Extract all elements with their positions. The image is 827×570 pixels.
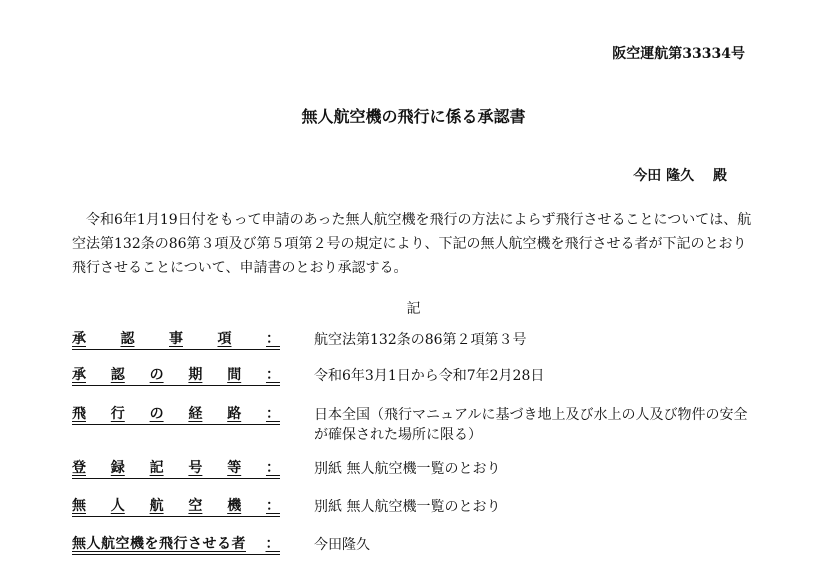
item-label: 無 人 航 空 機 ： xyxy=(72,497,280,517)
item-approval-matter xyxy=(72,330,762,350)
approval-paragraph: 令和6年1月19日付をもって申請のあった無人航空機を飛行の方法によらず飛行させることについては、航空法第132条の86第３項及び第５項第２号の規定により、下記の無人航空機を飛行させる者が下記のとおり飛行させることについて、申請書のとおり承認する。 xyxy=(72,212,752,276)
recipient-name: 今田 隆久 殿 xyxy=(633,168,727,184)
item-label: 承 認 事 項 ： xyxy=(72,330,280,350)
item-aircraft xyxy=(72,497,762,517)
item-approval-period xyxy=(72,366,762,386)
item-label: 登 録 記 号 等 ： xyxy=(72,459,280,479)
item-value: 令和6年3月1日から令和7年2月28日 xyxy=(314,368,545,384)
ki-heading: 記 xyxy=(406,301,421,317)
document-number: 阪空運航第33334号 xyxy=(612,46,745,62)
document-title: 無人航空機の飛行に係る承認書 xyxy=(301,107,526,126)
item-label: 承 認 の 期 間 ： xyxy=(72,366,280,386)
item-value: 日本全国（飛行マニュアルに基づき地上及び水上の人及び物件の安全が確保された場所に限る） xyxy=(314,407,748,443)
item-label: 飛 行 の 経 路 ： xyxy=(72,405,280,425)
item-value: 別紙 無人航空機一覧のとおり xyxy=(314,499,501,515)
item-operator xyxy=(72,535,762,555)
item-value: 別紙 無人航空機一覧のとおり xyxy=(314,461,501,477)
item-flight-route xyxy=(72,405,762,445)
item-value: 今田隆久 xyxy=(314,537,370,553)
item-registration xyxy=(72,459,762,479)
item-value: 航空法第132条の86第２項第３号 xyxy=(314,332,527,348)
item-label: 無人航空機を飛行させる者 ： xyxy=(72,535,280,555)
